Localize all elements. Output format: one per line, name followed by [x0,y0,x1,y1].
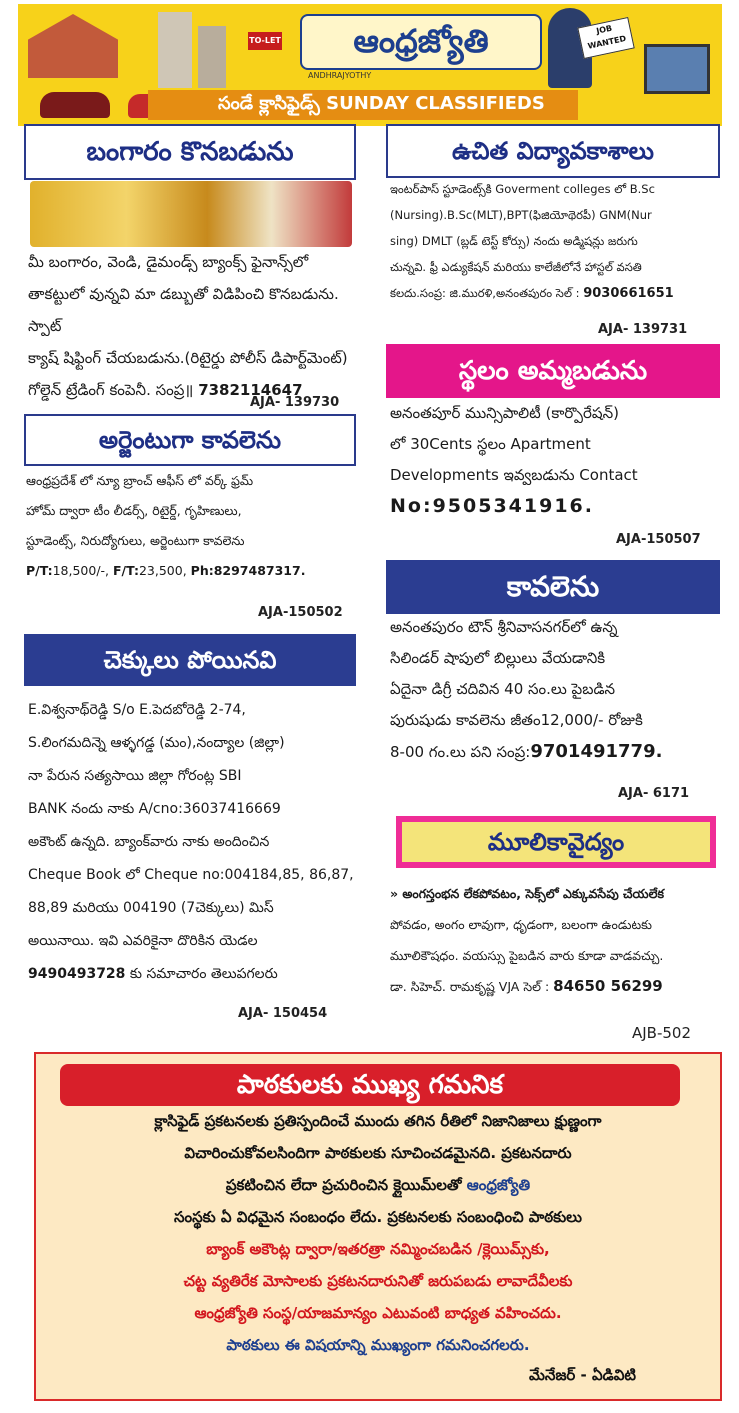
masthead-banner [18,4,722,126]
ad-line: మూలికౌషధం. వయస్సు పైబడిన వారు కూడా వాడవచ్చు. [390,948,664,963]
ad-line: హోమ్ ద్వారా టీం లీడర్స్, రిటైర్డ్, గృహిణులు, [26,503,242,518]
notice-warning-line: ఆంధ్రజ్యోతి సంస్థ/యాజమాన్యం ఎటువంటి బాధ్యత వహించదు. [194,1304,562,1322]
ad-line: నా పేరున సత్యసాయి జిల్లా గోరంట్ల SBI [28,768,242,784]
ad-line: లో 30Cents స్థలం Apartment [390,435,591,453]
cheques-lost-heading: చెక్కులు పోయినవి [24,634,356,686]
notice-line: విచారించుకోవలసిందిగా పాఠకులకు సూచించడమైనది. ప్రకటనదారు [184,1144,572,1162]
ad-line: సిలిండర్ షాపులో బిల్లులు వేయడానికి [390,649,606,667]
notice-warning-line: చట్ట వ్యతిరేక మోసాలకు ప్రకటనదారునితో జరుపబడు లావాదేవీలకు [183,1272,573,1290]
notice-heading: పాఠకులకు ముఖ్య గమనిక [60,1064,680,1106]
ad-line: కలదు.సంప్ర: జి.మురళి,అనంతపురం సెల్ : 9030661651 [390,286,674,301]
phone-number: 9030661651 [583,286,674,301]
ad-line: E.విశ్వనాథ్‌రెడ్డి S/o E.పెదబోరెడ్డి 2-74, [28,702,246,718]
notice-line: సంస్థకు ఏ విధమైన సంబంధం లేదు. ప్రకటనలకు సంబంధించి పాఠకులు [173,1208,582,1226]
ad-reference: AJA-150502 [258,605,343,620]
ad-line: గోల్డెన్ ట్రేడింగ్ కంపెనీ. సంప్ర॥ 7382114647 [28,381,303,399]
free-education-heading: ఉచిత విద్యావకాశాలు [386,124,720,178]
urgent-wanted-heading: అర్జెంటుగా కావలెను [24,414,356,466]
herbal-heading-text: మూలికావైద్యం [402,822,710,862]
ad-line: P/T:18,500/-, F/T:23,500, Ph:8297487317. [26,563,306,578]
ad-line: తాకట్టులో వున్నవి మా డబ్బుతో విడిపించి కొనబడును. స్పాట్ [28,285,339,335]
ad-line: (Nursing).B.Sc(MLT),BPT(ఫిజియోథెరపీ) GNM(Nur [390,208,652,222]
education-ad-body [390,176,720,307]
ad-line: అనంతపూర్ మున్సిపాలిటీ (కార్పొరేషన్) [390,404,619,422]
motorbike-icon [40,92,110,118]
ad-line: S.లింగమదిన్నె ఆళ్ళగడ్డ (మం),నంద్యాల (జిల్లా) [28,735,285,751]
ad-line: Cheque Book లో Cheque no:004184,85, 86,87, [28,867,354,883]
phone-number: 9505341916. [432,495,594,517]
classifieds-strip-text: సండే క్లాసిఫైడ్స్ SUNDAY CLASSIFIEDS [218,93,545,114]
ad-line: sing) DMLT (బ్లడ్ టెస్ట్ కోర్సు) నందు అడ్మిషన్లు జరుగు [390,234,638,248]
notice-closing-line: పాఠకులు ఈ విషయాన్ని ముఖ్యంగా గమనించగలరు. [226,1336,530,1354]
ad-line: » అంగస్తంభన లేకపోవటం, సెక్స్‌లో ఎక్కువసేపు చేయలేక [390,886,664,901]
phone-number: 7382114647 [198,381,303,399]
ad-line: పురుషుడు కావలెను జీతం12,000/- రోజుకి [390,711,643,729]
ad-reference: AJA- 150454 [238,1006,328,1021]
logo-box [300,14,542,70]
herbal-ad-body [390,878,720,1002]
house-icon [28,14,118,78]
ad-line: ఇంటర్‌పాస్ స్టూడెంట్స్‌కి Goverment colleges లో B.Sc [390,182,655,196]
ad-line: స్టూడెంట్స్, నిరుద్యోగులు, అర్జెంటుగా కావలెను [26,533,245,548]
cheques-ad-body [28,694,358,991]
gold-buying-heading: బంగారం కొనబడును [24,124,356,180]
urgent-ad-body [26,466,356,586]
building-icon [158,12,192,88]
gold-ad-body [28,246,358,406]
phone-number: 8297487317. [213,563,306,578]
ad-line: అనంతపురం టౌన్ శ్రీనివాసనగర్‌లో ఉన్న [390,618,618,636]
notice-signature: మేనేజర్ - ఏడివిటి [529,1366,636,1384]
ad-line: ఆంధ్రప్రదేశ్ లో న్యూ బ్రాంచ్ ఆఫీస్ లో వర్క్ ఫ్రమ్ [26,473,254,488]
ad-line: డా. సిహెచ్. రామకృష్ణ VJA సెల్ : 84650 56299 [390,977,663,995]
phone-number: 84650 56299 [553,977,663,995]
herbal-treatment-heading [396,816,716,868]
ad-line: చున్నవి. ఫ్రీ ఎడ్యుకేషన్ మరియు కాలేజీలోనే హాస్టల్ వసతి [390,260,642,274]
job-wanted-sign: JOB WANTED [577,17,635,59]
ad-line: Developments ఇవ్వబడును Contact [390,466,638,484]
to-let-sign: TO-LET [248,32,282,50]
ad-reference: AJA- 139731 [598,322,688,337]
building-icon [198,26,226,88]
gold-jewellery-image [30,181,352,247]
phone-number: 9490493728 [28,966,126,982]
ad-line: పోవడం, అంగం లావుగా, ధృడంగా, బలంగా ఉండుటకు [390,917,652,932]
ad-reference: AJA-150507 [616,532,701,547]
newspaper-title: ఆంధ్రజ్యోతి [353,22,489,60]
land-ad-body [390,398,720,522]
ad-reference: AJA- 139730 [250,395,340,410]
ad-line: 8-00 గం.లు పని సంప్ర:9701491779. [390,741,663,762]
ad-line: 9490493728 కు సమాచారం తెలుపగలరు [28,966,278,982]
wanted-ad-body [390,612,720,768]
ad-line: ఏదైనా డిగ్రీ చదివిన 40 సం.లు పైబడిన [390,680,616,698]
readers-notice-box [34,1052,722,1401]
ad-line: 88,89 మరియు 004190 (7చెక్కులు) మిస్ [28,900,274,916]
land-sale-heading: స్థలం అమ్మబడును [386,344,720,398]
ad-line: క్యాష్ షిఫ్టింగ్ చేయబడును.(రిటైర్డు పోలీస్ డిపార్ట్‌మెంట్) [28,349,348,367]
ad-line: BANK నందు నాకు A/cno:36037416669 [28,801,281,817]
ad-line: అకౌంట్ ఉన్నది. బ్యాంక్‌వారు నాకు అందించిన [28,834,270,850]
notice-line: క్లాసిఫైడ్ ప్రకటనలకు ప్రతిస్పందించే ముందు తగిన రీతిలో నిజానిజాలు క్షుణ్ణంగా [154,1112,602,1130]
ad-reference: AJA- 6171 [618,786,690,801]
ad-line: అయినాయి. ఇవి ఎవరికైనా దొరికిన యెడల [28,933,258,949]
ad-reference: AJB-502 [632,1024,692,1042]
computer-icon [644,44,710,94]
notice-line: ప్రకటించిన లేదా ప్రచురించిన క్లైయిమ్‌లతో ఆంధ్రజ్యోతి [225,1176,531,1194]
newspaper-subtitle: ANDHRAJYOTHY [308,71,372,80]
wanted-heading: కావలెను [386,560,720,614]
notice-warning-line: బ్యాంక్ అకౌంట్ల ద్వారా/ఇతరత్రా నమ్మించబడిన /క్లెయిమ్స్‌కు, [206,1240,550,1258]
ad-line: No:9505341916. [390,495,594,517]
brand-name: ఆంధ్రజ్యోతి [466,1176,531,1194]
phone-number: 9701491779. [530,741,663,762]
ad-line: మీ బంగారం, వెండి, డైమండ్స్ బ్యాంక్స్ ఫైనాన్స్‌లో [28,253,309,271]
